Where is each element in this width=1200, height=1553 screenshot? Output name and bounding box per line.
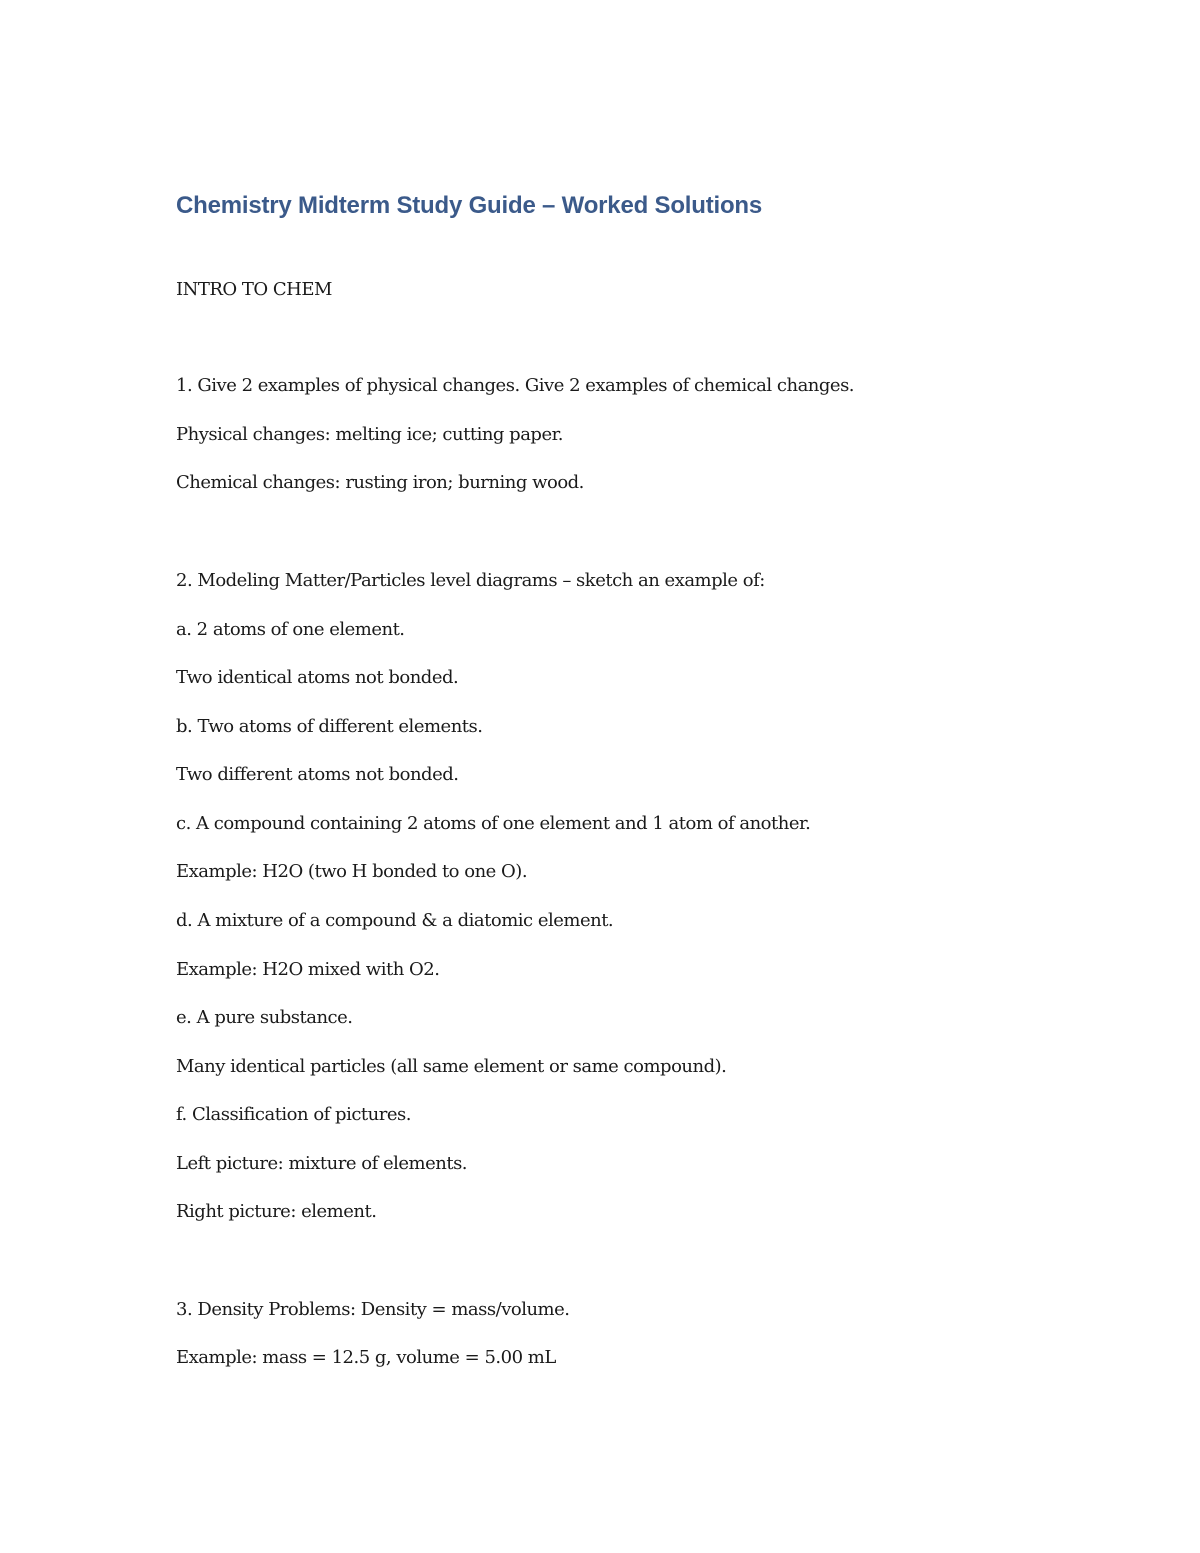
question-2d-answer: Example: H2O mixed with O2. bbox=[176, 959, 440, 980]
section-heading: INTRO TO CHEM bbox=[176, 279, 332, 300]
question-3-prompt: 3. Density Problems: Density = mass/volume. bbox=[176, 1299, 570, 1320]
question-1-prompt: 1. Give 2 examples of physical changes. Give 2 examples of chemical changes. bbox=[176, 375, 855, 396]
question-2f-answer-right: Right picture: element. bbox=[176, 1201, 377, 1222]
question-1-answer-physical: Physical changes: melting ice; cutting paper. bbox=[176, 424, 563, 445]
question-2d-prompt: d. A mixture of a compound & a diatomic element. bbox=[176, 910, 614, 931]
question-2a-prompt: a. 2 atoms of one element. bbox=[176, 619, 405, 640]
document-title: Chemistry Midterm Study Guide – Worked Solutions bbox=[176, 192, 763, 219]
question-2f-prompt: f. Classification of pictures. bbox=[176, 1104, 411, 1125]
question-2e-answer: Many identical particles (all same element or same compound). bbox=[176, 1056, 727, 1077]
question-2b-answer: Two different atoms not bonded. bbox=[176, 764, 459, 785]
question-2c-prompt: c. A compound containing 2 atoms of one element and 1 atom of another. bbox=[176, 813, 811, 834]
question-1-answer-chemical: Chemical changes: rusting iron; burning wood. bbox=[176, 472, 584, 493]
question-2b-prompt: b. Two atoms of different elements. bbox=[176, 716, 483, 737]
question-3-example: Example: mass = 12.5 g, volume = 5.00 mL bbox=[176, 1347, 556, 1368]
question-2e-prompt: e. A pure substance. bbox=[176, 1007, 353, 1028]
question-2c-answer: Example: H2O (two H bonded to one O). bbox=[176, 861, 528, 882]
question-2a-answer: Two identical atoms not bonded. bbox=[176, 667, 459, 688]
question-2-prompt: 2. Modeling Matter/Particles level diagrams – sketch an example of: bbox=[176, 570, 765, 591]
question-2f-answer-left: Left picture: mixture of elements. bbox=[176, 1153, 468, 1174]
